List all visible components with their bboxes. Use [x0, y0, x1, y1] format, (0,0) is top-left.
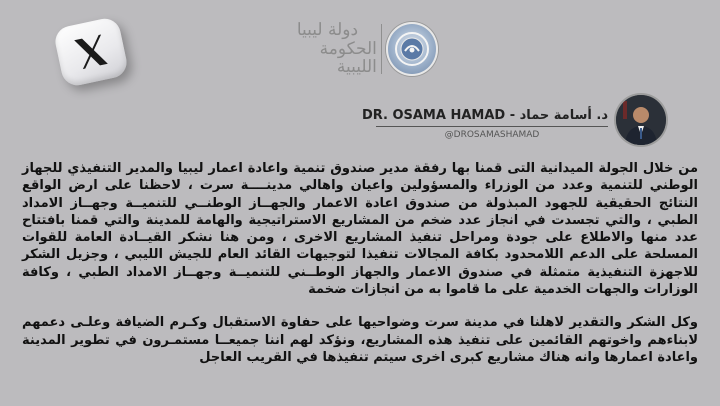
avatar-image [616, 95, 666, 145]
author-name[interactable]: د. أسامة حماد - DR. OSAMA HAMAD [376, 108, 608, 127]
government-logo [278, 18, 438, 80]
post-paragraph-1: من خلال الجولة الميدانية التى قمنا بها رفقة مدير صندوق تنمية واعادة اعمار ليبيا والمدير التنفيذي للجهاز الوطني للتنمية وعدد من الوزراء والمسؤولين واعيان واهالي مدينــــة سرت ، لاحظنا على ارض الواقع النتائج الحقيقية للجهود المبذولة من صندوق اعادة الاعمار والجهــاز الوطنــي للتنميــة وجهــاز الامداد الطبي ، والتي تجسدت في انجاز عدد ضخم من المشاريع الاستراتيجية والهامة للمدينة والتي قمنا بافتتاح عدد منها والاطلاع على جودة ومراحل تنفيذ المشاريع الاخرى ، ومن هنا نشكر القيــادة العامة للقوات المسلحة على الدعم اللامحدود بكافة المجالات تنفيذا لتوجيهات القائد العام للجيش الليبي ، وجزيل الشكر للاجهزة التنفيذية متمثلة في صندوق الاعمار والجهاز الوطــني للتنميــة وجهــاز الامداد الطبي ، وكافة الوزارات والجهات الخدمية على ما قاموا به من انجازات ضخمة [22, 161, 698, 298]
government-name [278, 21, 377, 77]
government-name-line2: الحكومة الليبية [319, 38, 377, 78]
author-card [361, 108, 608, 140]
post-paragraph-2: وكل الشكر والتقدير لاهلنا في مدينة سرت وضواحيها على حفاوة الاستقبال وكـرم الضيافة وعلـى دعمهم لابناءهم واخوتهم القائمين على تنفيذ هذه المشاريع، ونؤكد لهم اننا جميعــا مستمـرون في تطوير المدينة واعادة اعمارها وانه هناك مشاريع كبرى اخرى سيتم تنفيذها في القريب العاجل [22, 315, 698, 365]
author-avatar[interactable] [616, 95, 666, 145]
post-body [22, 160, 698, 366]
government-name-line1: دولة ليبيا [296, 19, 359, 40]
libya-government-emblem-icon [386, 22, 438, 76]
x-logo-icon [52, 16, 129, 88]
logo-divider [381, 24, 382, 74]
x-glyph [70, 31, 113, 74]
emblem-glyph [394, 31, 430, 67]
author-handle[interactable]: @DROSAMASHAMAD [444, 130, 540, 140]
